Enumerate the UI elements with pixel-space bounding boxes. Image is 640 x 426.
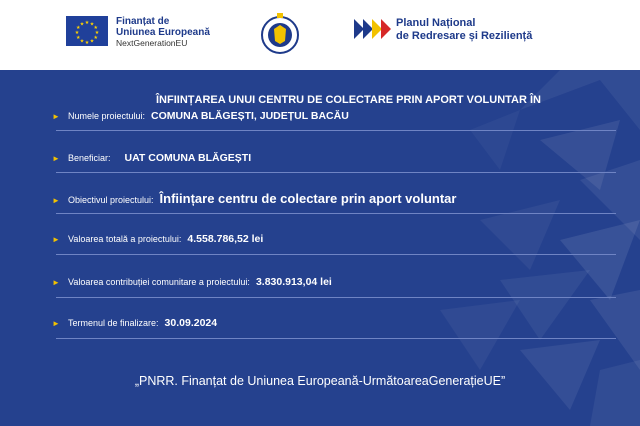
objective-label: Obiectivul proiectului: bbox=[68, 195, 154, 205]
eu-funding-logo bbox=[66, 16, 210, 49]
bullet-icon: ► bbox=[52, 319, 60, 328]
divider bbox=[56, 254, 616, 255]
project-name-label: Numele proiectului: bbox=[68, 111, 146, 121]
divider bbox=[56, 172, 616, 173]
pnrr-line-2: de Redresare și Reziliență bbox=[396, 30, 533, 42]
eu-line-3: NextGenerationEU bbox=[116, 38, 188, 48]
project-name-value: COMUNA BLĂGEȘTI, JUDEȚUL BACĂU bbox=[151, 110, 349, 122]
eu-contribution-row bbox=[52, 276, 332, 288]
divider bbox=[56, 213, 616, 214]
total-value-amount: 4.558.786,52 lei bbox=[187, 233, 264, 245]
deadline-label: Termenul de finalizare: bbox=[68, 318, 159, 328]
project-info-panel bbox=[0, 70, 640, 426]
eu-contribution-amount: 3.830.913,04 lei bbox=[255, 276, 332, 288]
romanian-government-emblem-icon bbox=[260, 11, 300, 57]
total-value-label: Valoarea totală a proiectului: bbox=[68, 234, 182, 244]
project-name-row bbox=[52, 110, 349, 122]
svg-text:★: ★ bbox=[79, 38, 85, 45]
svg-text:★: ★ bbox=[89, 21, 95, 28]
divider bbox=[56, 297, 616, 298]
svg-text:★: ★ bbox=[84, 40, 90, 46]
bullet-icon: ► bbox=[52, 278, 60, 287]
svg-text:★: ★ bbox=[89, 38, 95, 45]
eu-flag-icon bbox=[66, 16, 108, 46]
svg-text:★: ★ bbox=[93, 35, 98, 41]
header bbox=[0, 0, 640, 70]
svg-text:★: ★ bbox=[84, 20, 90, 26]
eu-contribution-label: Valoarea contribuției comunitare a proiectului: bbox=[68, 277, 250, 287]
svg-text:★: ★ bbox=[76, 35, 81, 41]
pnrr-arrows-icon bbox=[354, 17, 394, 41]
bullet-icon: ► bbox=[52, 235, 60, 244]
divider bbox=[56, 130, 616, 131]
eu-line-2: Uniunea Europeană bbox=[116, 27, 210, 38]
deadline-row bbox=[52, 317, 217, 329]
eu-line-1: Finanțat de bbox=[116, 16, 170, 27]
triangle-pattern-background bbox=[0, 70, 640, 426]
svg-text:★: ★ bbox=[93, 25, 98, 31]
total-value-row bbox=[52, 233, 263, 245]
objective-row bbox=[52, 191, 456, 206]
svg-text:★: ★ bbox=[76, 25, 81, 31]
project-title: ÎNFIINȚAREA UNUI CENTRU DE COLECTARE PRIN APORT VOLUNTAR ÎN bbox=[156, 94, 541, 106]
footer-slogan: „PNRR. Finanțat de Uniunea Europeană-UrmătoareaGenerațieUE” bbox=[134, 374, 506, 388]
pnrr-line-1: Planul Național bbox=[396, 17, 476, 29]
bullet-icon: ► bbox=[52, 112, 60, 121]
beneficiary-value: UAT COMUNA BLĂGEȘTI bbox=[124, 152, 252, 164]
svg-text:★: ★ bbox=[79, 21, 85, 28]
divider bbox=[56, 338, 616, 339]
bullet-icon: ► bbox=[52, 154, 60, 163]
pnrr-logo bbox=[354, 17, 532, 43]
bullet-icon: ► bbox=[52, 196, 60, 205]
objective-value: Înființare centru de colectare prin aport voluntar bbox=[159, 191, 457, 206]
svg-text:★: ★ bbox=[94, 30, 100, 36]
svg-text:★: ★ bbox=[74, 30, 80, 36]
beneficiary-label: Beneficiar: bbox=[68, 153, 111, 163]
deadline-value: 30.09.2024 bbox=[164, 317, 218, 329]
beneficiary-row bbox=[52, 152, 251, 164]
